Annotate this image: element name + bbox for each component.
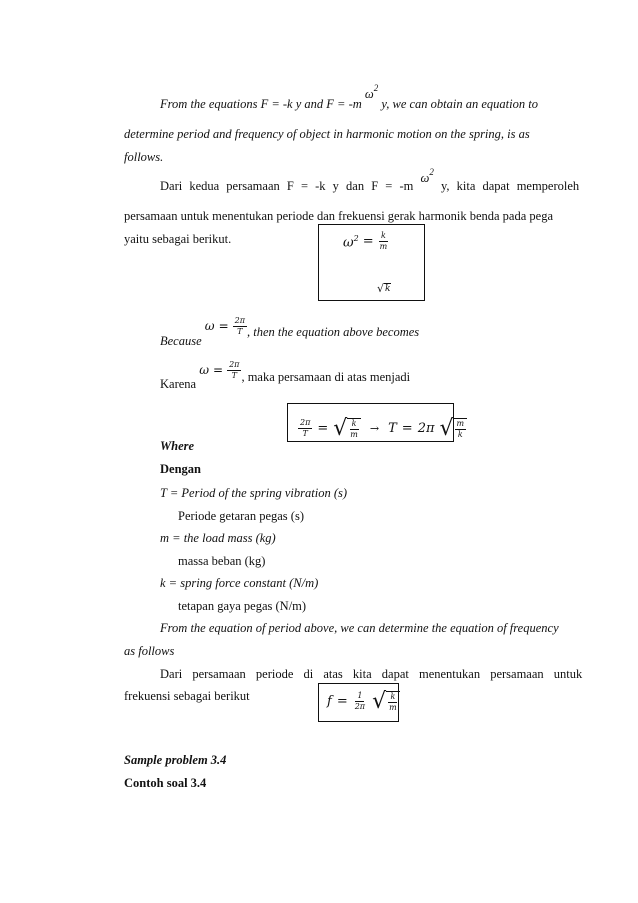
- numerator: m: [456, 418, 465, 428]
- denominator: m: [350, 429, 358, 439]
- def-k-id: tetapan gaya pegas (N/m): [178, 599, 307, 613]
- because-word: Because: [160, 334, 202, 348]
- numerator: k: [351, 418, 357, 428]
- para-en-line3: follows.: [124, 150, 164, 164]
- denominator: m: [379, 242, 388, 252]
- numerator: k: [380, 231, 386, 241]
- equation-frequency: [327, 690, 400, 713]
- omega-symbol: ω: [204, 319, 215, 333]
- def-k-en: k = spring force constant (N/m): [160, 576, 319, 590]
- para-en-line1: [160, 83, 538, 113]
- karena-line: [160, 360, 411, 391]
- equals-sign: =: [317, 421, 329, 436]
- text-segment: y, we can obtain an equation to: [378, 97, 538, 111]
- equals-sign: =: [336, 694, 348, 709]
- fraction-k-over-m: [378, 232, 390, 251]
- para-id-line2: persamaan untuk menentukan periode dan frekuensi gerak harmonik benda pada pega: [124, 209, 553, 223]
- period-symbol: T: [388, 421, 397, 436]
- denominator: T: [237, 327, 243, 336]
- arrow-icon: →: [369, 422, 380, 435]
- denominator: 2π: [354, 702, 366, 711]
- text-segment: y, kita dapat memperoleh: [433, 179, 580, 193]
- karena-word: Karena: [160, 377, 197, 391]
- para-en-line2: determine period and frequency of object in harmonic motion on the spring, is as: [124, 127, 530, 141]
- numerator: 1: [357, 691, 363, 700]
- numerator: 2π: [229, 360, 240, 369]
- frequency-symbol: f: [327, 694, 332, 709]
- radical-sign: √: [333, 415, 348, 441]
- numerator: k: [390, 691, 396, 701]
- freq-id-line1: Dari persamaan periode di atas kita dapat menentukan persamaan untuk: [160, 667, 583, 681]
- because-rest: , then the equation above becomes: [247, 325, 420, 339]
- omega-symbol: ω: [364, 87, 374, 101]
- sqrt-k-over-m: [372, 688, 400, 714]
- exponent: 2: [373, 83, 379, 93]
- numerator: 2π: [234, 316, 245, 325]
- para-id-line1: [160, 167, 580, 195]
- radical-sign: √: [372, 688, 387, 714]
- equals-sign: =: [401, 421, 413, 436]
- radicand: k: [385, 284, 391, 294]
- denominator: k: [457, 429, 463, 439]
- sample-problem-heading: Sample problem 3.4: [124, 753, 227, 767]
- sqrt-fragment: [377, 283, 391, 294]
- fraction-1-over-2pi: [353, 692, 367, 711]
- omega-symbol: ω: [420, 171, 430, 185]
- exponent: 2: [353, 233, 359, 243]
- fraction-2pi-over-t: [233, 317, 247, 336]
- omega-symbol: ω: [343, 235, 354, 250]
- denominator: m: [389, 702, 397, 712]
- para-id-line3: yaitu sebagai berikut.: [124, 232, 232, 246]
- fraction-2pi-over-t: [227, 361, 241, 380]
- equation-box-frequency: [318, 683, 399, 722]
- equals-sign: =: [362, 234, 374, 250]
- equation-omega-2pi-over-t: [199, 361, 241, 380]
- sqrt-k-over-m: [333, 415, 361, 441]
- dengan-heading: Dengan: [160, 462, 201, 476]
- equals-sign: =: [218, 319, 229, 333]
- radical-sign: √: [377, 282, 385, 295]
- def-m-en: m = the load mass (kg): [160, 531, 276, 545]
- freq-id-line2: frekuensi sebagai berikut: [124, 689, 250, 703]
- def-t-id: Periode getaran pegas (s): [178, 509, 304, 523]
- denominator: T: [231, 371, 237, 380]
- exponent: 2: [429, 167, 434, 177]
- radical-sign: √: [439, 415, 454, 441]
- numerator: 2π: [300, 418, 311, 427]
- equals-sign: =: [213, 363, 224, 377]
- because-line: [160, 316, 420, 348]
- fraction-2pi-over-t: [298, 419, 312, 438]
- where-heading: Where: [160, 439, 195, 453]
- freq-en-line2: as follows: [124, 644, 175, 658]
- equation-box-omega-squared: [318, 224, 425, 301]
- equation-box-period: [287, 403, 465, 442]
- equation-period: [298, 410, 467, 440]
- karena-rest: , maka persamaan di atas menjadi: [241, 370, 411, 384]
- denominator: T: [302, 429, 308, 438]
- def-m-id: massa beban (kg): [178, 554, 266, 568]
- text-segment: From the equations F = -k y and F = -m: [160, 97, 365, 111]
- equation-omega-squared: [343, 231, 389, 251]
- equation-omega-2pi-over-t: [205, 317, 247, 336]
- def-t-en: T = Period of the spring vibration (s): [160, 486, 348, 500]
- freq-en-line1: From the equation of period above, we can determine the equation of frequency: [160, 621, 559, 635]
- omega-symbol: ω: [199, 363, 210, 377]
- coefficient: 2π: [417, 421, 435, 436]
- contoh-soal-heading: Contoh soal 3.4: [124, 776, 207, 790]
- text-segment: Dari kedua persamaan F = -k y dan F = -m: [160, 179, 421, 193]
- sqrt-m-over-k: [439, 415, 468, 441]
